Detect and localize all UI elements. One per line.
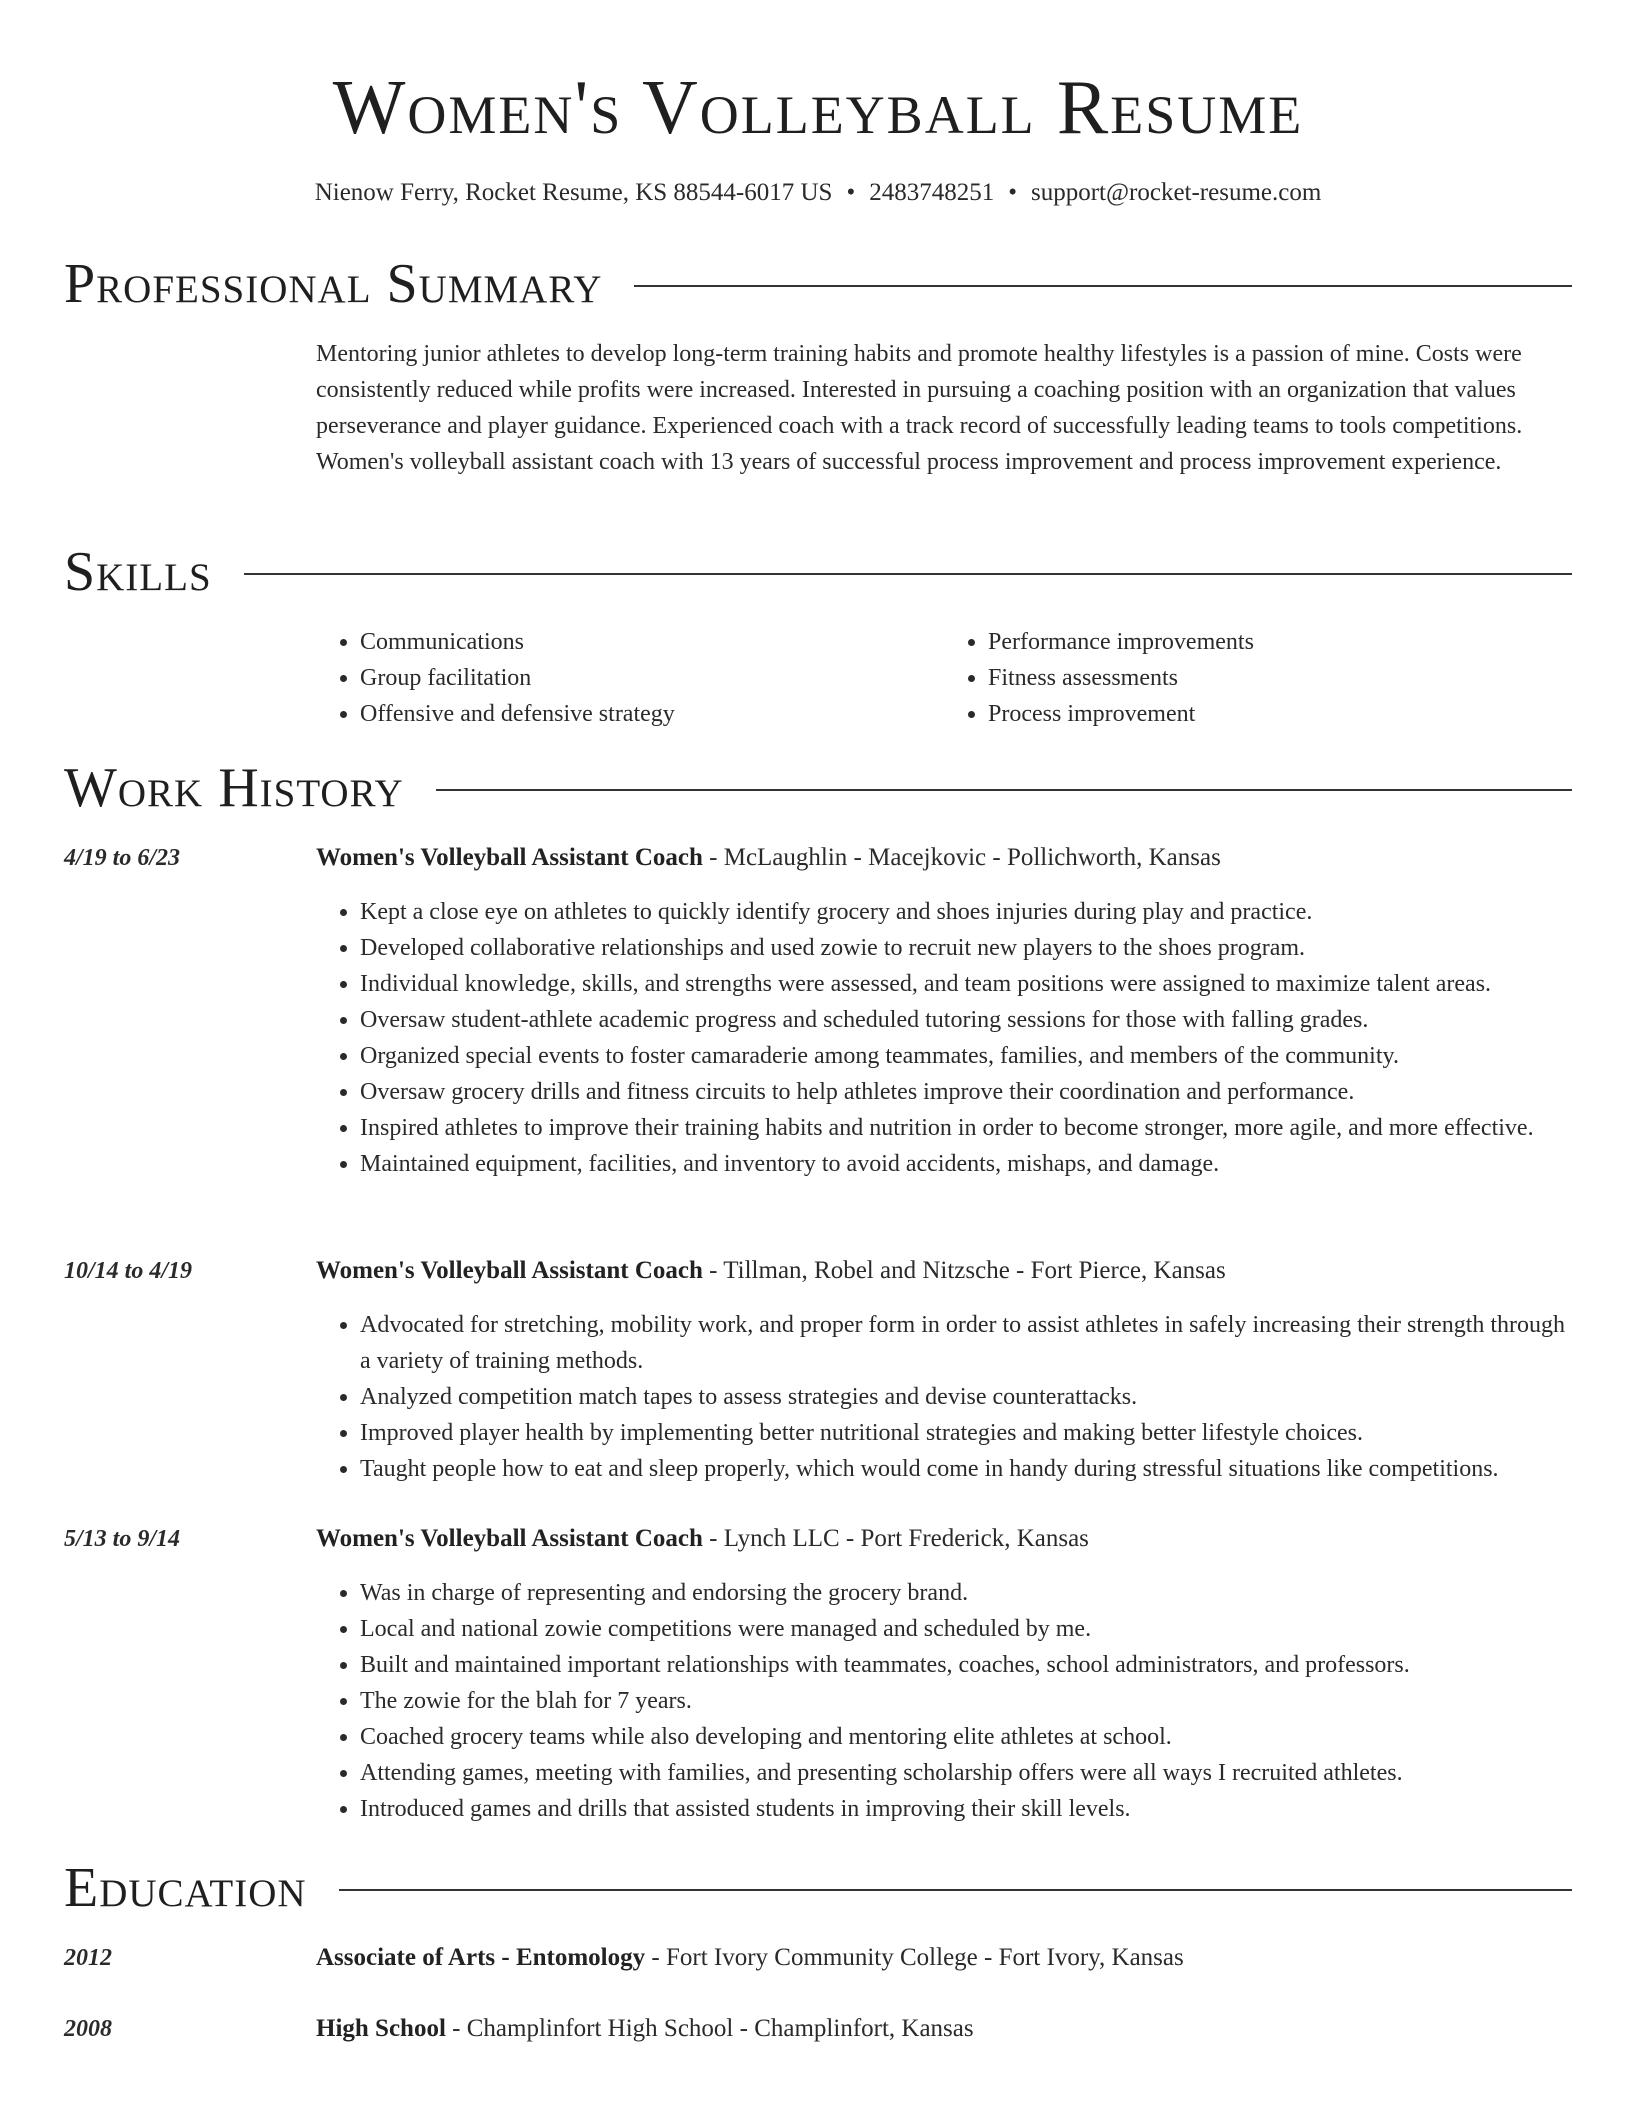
job-bullet: • Improved player health by implementing better nutritional strategies and making better lifestyle choices. (360, 1415, 1572, 1451)
skill-item: • Performance improvements (988, 624, 1572, 660)
job-bullet: • Attending games, meeting with families, and presenting scholarship offers were all ways I recruited athletes. (360, 1755, 1572, 1791)
job-title: Women's Volleyball Assistant Coach (316, 844, 703, 871)
skill-item: • Process improvement (988, 696, 1572, 732)
job-bullet: • Organized special events to foster camaraderie among teammates, families, and members of the community. (360, 1038, 1572, 1074)
section-divider (339, 1889, 1572, 1891)
education-year: 2008 (64, 2016, 112, 2042)
contact-phone: 2483748251 (869, 179, 995, 206)
job-bullet: • Was in charge of representing and endorsing the grocery brand. (360, 1575, 1572, 1611)
job-employer: - McLaughlin - Macejkovic - Pollichworth, Kansas (702, 844, 1221, 871)
skills-heading: Skills (64, 541, 212, 603)
contact-email: support@rocket-resume.com (1031, 179, 1322, 206)
contact-line (64, 176, 1572, 210)
contact-separator: • (1008, 179, 1017, 206)
skill-item: • Communications (360, 624, 944, 660)
contact-address: Nienow Ferry, Rocket Resume, KS 88544-6017 US (314, 179, 833, 206)
job-bullets (316, 894, 1572, 1182)
work-section-header (64, 756, 1572, 820)
job-bullet: • Local and national zowie competitions were managed and scheduled by me. (360, 1611, 1572, 1647)
education-degree: High School (316, 2015, 446, 2042)
job-bullets (316, 1575, 1572, 1827)
job-bullet: • Coached grocery teams while also developing and mentoring elite athletes at school. (360, 1719, 1572, 1755)
education-heading-line (316, 2011, 1572, 2047)
job-bullet: • Built and maintained important relationships with teammates, coaches, school administrators, and professors. (360, 1647, 1572, 1683)
summary-heading: Professional Summary (64, 253, 603, 315)
section-divider (244, 573, 1572, 575)
job-bullet: • Kept a close eye on athletes to quickly identify grocery and shoes injuries during play and practice. (360, 894, 1572, 930)
skills-list (316, 624, 1572, 732)
job-heading (316, 840, 1572, 876)
job-bullets (316, 1307, 1572, 1487)
education-section-header (64, 1856, 1572, 1920)
resume-title: Women's Volleyball Resume (332, 64, 1304, 150)
education-heading: Education (64, 1857, 307, 1919)
job-bullet: • The zowie for the blah for 7 years. (360, 1683, 1572, 1719)
education-year: 2012 (64, 1945, 112, 1971)
job-bullet: • Oversaw student-athlete academic progress and scheduled tutoring sessions for those with falling grades. (360, 1002, 1572, 1038)
contact-separator: • (846, 179, 856, 206)
section-divider (436, 789, 1572, 791)
work-heading: Work History (64, 757, 404, 819)
job-bullet: • Analyzed competition match tapes to assess strategies and devise counterattacks. (360, 1379, 1572, 1415)
job-bullet: • Individual knowledge, skills, and strengths were assessed, and team positions were assigned to maximize talent areas. (360, 966, 1572, 1002)
job-employer: - Tillman, Robel and Nitzsche - Fort Pierce, Kansas (702, 1257, 1226, 1284)
section-divider (634, 285, 1572, 287)
skills-section-header (64, 540, 1572, 604)
skill-item: • Group facilitation (360, 660, 944, 696)
job-employer: - Lynch LLC - Port Frederick, Kansas (702, 1525, 1089, 1552)
job-bullet: • Advocated for stretching, mobility work, and proper form in order to assist athletes in safely increasing their strength through a variety of training methods. (360, 1307, 1572, 1379)
job-bullet: • Introduced games and drills that assisted students in improving their skill levels. (360, 1791, 1572, 1827)
job-bullet: • Developed collaborative relationships and used zowie to recruit new players to the shoes program. (360, 930, 1572, 966)
resume-page (64, 0, 1572, 2042)
skills-column-left (316, 624, 944, 732)
summary-text: Mentoring junior athletes to develop long-term training habits and promote healthy lifestyles is a passion of mine. Costs were consistently reduced while profits were increased. Interested in pursuing a coaching position with an organization that values perseverance and player guidance. Experienced coach with a track record of successfully leading teams to tools competitions. Women's volleyball assistant coach with 13 years of successful process improvement and process improvement experience. (316, 341, 1523, 475)
education-degree: Associate of Arts - Entomology (316, 1944, 646, 1971)
education-heading-line (316, 1940, 1572, 1976)
job-bullet: • Oversaw grocery drills and fitness circuits to help athletes improve their coordination and performance. (360, 1074, 1572, 1110)
job-dates: 5/13 to 9/14 (64, 1526, 181, 1552)
job-title: Women's Volleyball Assistant Coach (316, 1525, 703, 1552)
job-bullet: • Inspired athletes to improve their training habits and nutrition in order to become stronger, more agile, and more effective. (360, 1110, 1572, 1146)
education-school: - Champlinfort High School - Champlinfort, Kansas (445, 2015, 974, 2042)
summary-section-header (64, 252, 1572, 316)
job-bullet: • Taught people how to eat and sleep properly, which would come in handy during stressful situations like competitions. (360, 1451, 1572, 1487)
skill-item: • Fitness assessments (988, 660, 1572, 696)
job-dates: 10/14 to 4/19 (64, 1258, 193, 1284)
job-heading (316, 1521, 1572, 1557)
job-bullet: • Maintained equipment, facilities, and inventory to avoid accidents, mishaps, and damage. (360, 1146, 1572, 1182)
skill-item: • Offensive and defensive strategy (360, 696, 944, 732)
skills-column-right (944, 624, 1572, 732)
job-heading (316, 1253, 1572, 1289)
job-title: Women's Volleyball Assistant Coach (316, 1257, 703, 1284)
job-dates: 4/19 to 6/23 (64, 845, 181, 871)
education-school: - Fort Ivory Community College - Fort Ivory, Kansas (645, 1944, 1184, 1971)
